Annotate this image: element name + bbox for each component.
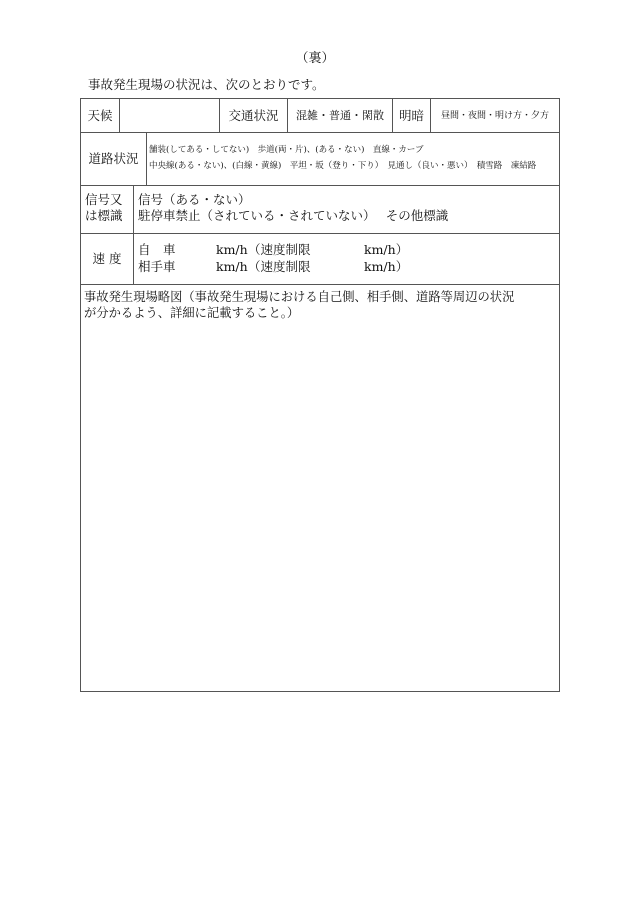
light-options: 昼間・夜間・明け方・夕方 [440,110,549,121]
traffic-label: 交通状況 [228,107,279,123]
own-vehicle-speed-unit: km/h [216,242,248,257]
signal-label-cell [81,186,134,233]
signal-label-line2: は標識 [85,208,123,223]
road-label: 道路状況 [88,151,139,166]
road-options-cell[interactable] [147,133,559,185]
light-label: 明暗 [398,107,424,123]
weather-label-cell [81,99,120,132]
traffic-options-cell[interactable] [288,99,393,132]
speed-label: 速 度 [92,251,122,266]
site-sketch-area[interactable] [81,285,559,691]
other-vehicle-label: 相手車 [138,259,176,274]
speed-values-cell[interactable] [134,234,559,284]
signal-options-line2: 駐停車禁止（されている・されていない） その他標識 [138,208,449,223]
signal-label-line1: 信号又 [85,192,123,207]
own-speed-limit-unit: km/h） [364,242,409,257]
light-options-cell[interactable] [431,99,559,132]
other-vehicle-speed-unit: km/h [216,259,248,274]
intro-text: 事故発生現場の状況は、次のとおりです。 [88,77,325,92]
other-speed-limit-unit: km/h） [364,259,409,274]
traffic-options: 混雑・普通・閑散 [296,108,384,122]
road-label-cell [81,133,147,185]
weather-label: 天候 [87,107,113,123]
road-options-line2: 中央線(ある・ない)、(白線・黄線) 平坦・坂（登り・下り） 見通し（良い・悪い） 積雪路 凍結路 [149,161,537,171]
signal-options-cell[interactable] [134,186,559,233]
weather-input[interactable] [120,99,220,132]
own-speed-limit-label: （速度制限 [248,242,311,257]
light-label-cell [393,99,431,132]
other-speed-limit-label: （速度制限 [248,259,311,274]
signal-options-line1: 信号（ある・ない） [138,192,251,207]
road-options-line1: 舗装(してある・してない) 歩道(両・片)、(ある・ない) 直線・カーブ [149,145,424,155]
sketch-instruction-line1: 事故発生現場略図（事故発生現場における自己側、相手側、道路等周辺の状況 [84,290,515,304]
speed-label-cell [81,234,134,284]
page-title: （裏） [295,51,335,66]
road-row [81,133,559,186]
sketch-instruction-line2: が分かるよう、詳細に記載すること。） [84,306,300,320]
speed-row [81,234,559,285]
own-vehicle-label: 自 車 [138,242,176,257]
accident-site-form [80,98,560,692]
signal-row [81,186,559,234]
traffic-label-cell [220,99,288,132]
weather-row [81,99,559,133]
